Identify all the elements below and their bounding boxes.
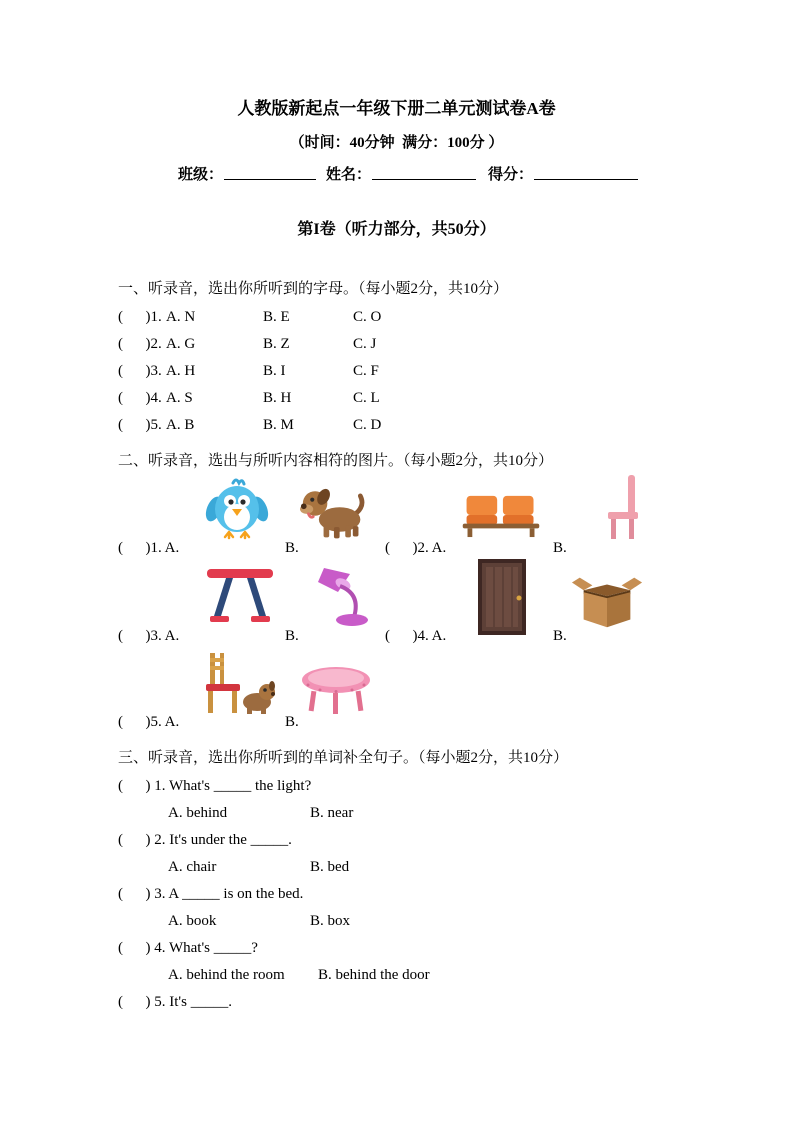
option-b: B. Z — [263, 336, 290, 352]
part3-instruction: 三、听录音，选出你所听到的单词补全句子。（每小题2分，共10分） — [118, 750, 569, 766]
part3-question-3: ( ) 3. A _____ is on the bed. — [118, 886, 304, 902]
part1-item-1 — [0, 309, 793, 331]
score-blank — [534, 164, 638, 180]
part1-item-5 — [0, 417, 793, 439]
option-a: A. B — [166, 417, 195, 433]
answer-label-q5b: B. — [285, 714, 299, 730]
option-b: B. behind the door — [318, 967, 430, 983]
item-number: ( )5. — [118, 417, 162, 433]
lamp-image — [316, 564, 376, 628]
part3-question-2: ( ) 2. It's under the _____. — [118, 832, 292, 848]
answer-label-q1b: B. — [285, 540, 299, 556]
paper-title: 人教版新起点一年级下册二单元测试卷A卷 — [237, 99, 556, 118]
chair-with-dog-image — [200, 652, 280, 714]
option-b: B. M — [263, 417, 294, 433]
volume-header: 第I卷（听力部分，共50分） — [297, 221, 496, 238]
option-c: C. L — [353, 390, 380, 406]
part1-item-4 — [0, 390, 793, 412]
option-b: B. E — [263, 309, 290, 325]
answer-label-q1a: ( )1. A. — [118, 540, 180, 556]
option-b: B. H — [263, 390, 292, 406]
option-c: C. D — [353, 417, 382, 433]
option-c: C. J — [353, 336, 377, 352]
item-number: ( )4. — [118, 390, 162, 406]
answer-label-q3a: ( )3. A. — [118, 628, 180, 644]
score-label: 得分： — [488, 167, 534, 183]
name-blank — [372, 164, 476, 180]
part3-question-5: ( ) 5. It's _____. — [118, 994, 232, 1010]
part3-options-2 — [0, 859, 793, 881]
dog-image — [300, 482, 366, 540]
box-image — [570, 572, 644, 630]
answer-label-q4a: ( )4. A. — [385, 628, 447, 644]
part3-options-4 — [0, 967, 793, 989]
answer-label-q2a: ( )2. A. — [385, 540, 447, 556]
option-a: A. chair — [168, 859, 217, 875]
option-a: A. S — [166, 390, 193, 406]
answer-label-q3b: B. — [285, 628, 299, 644]
answer-label-q4b: B. — [553, 628, 567, 644]
part1-item-3 — [0, 363, 793, 385]
option-b: B. near — [310, 805, 354, 821]
sofa-image — [460, 494, 542, 538]
item-number: ( )3. — [118, 363, 162, 379]
round-table-image — [298, 664, 374, 716]
class-label: 班级： — [178, 167, 224, 183]
option-c: C. O — [353, 309, 382, 325]
item-number: ( )1. — [118, 309, 162, 325]
part2-answer-row-2 — [0, 628, 793, 650]
option-a: A. book — [168, 913, 217, 929]
student-info-line — [0, 163, 793, 185]
part3-options-1 — [0, 805, 793, 827]
part3-question-1: ( ) 1. What's _____ the light? — [118, 778, 312, 794]
option-b: B. I — [263, 363, 286, 379]
part3-options-3 — [0, 913, 793, 935]
name-label: 姓名： — [326, 167, 372, 183]
part2-answer-row-1 — [0, 540, 793, 562]
answer-label-q5a: ( )5. A. — [118, 714, 180, 730]
option-b: B. bed — [310, 859, 350, 875]
item-number: ( )2. — [118, 336, 162, 352]
option-b: B. box — [310, 913, 351, 929]
part1-item-2 — [0, 336, 793, 358]
bird-image — [205, 476, 269, 540]
option-a: A. G — [166, 336, 196, 352]
option-a: A. behind the room — [168, 967, 285, 983]
option-c: C. F — [353, 363, 379, 379]
door-image — [477, 558, 527, 636]
option-a: A. N — [166, 309, 196, 325]
class-blank — [224, 164, 316, 180]
option-a: A. H — [166, 363, 196, 379]
chair-image — [604, 474, 646, 540]
table-image — [206, 566, 274, 626]
option-a: A. behind — [168, 805, 228, 821]
part3-question-4: ( ) 4. What's _____? — [118, 940, 258, 956]
part2-instruction: 二、听录音，选出与所听内容相符的图片。（每小题2分，共10分） — [118, 453, 554, 469]
paper-subtitle: （时间：40分钟 满分：100分 ） — [289, 135, 504, 151]
part1-instruction: 一、听录音，选出你所听到的字母。（每小题2分，共10分） — [118, 281, 509, 297]
answer-label-q2b: B. — [553, 540, 567, 556]
part2-answer-row-3 — [0, 714, 793, 736]
